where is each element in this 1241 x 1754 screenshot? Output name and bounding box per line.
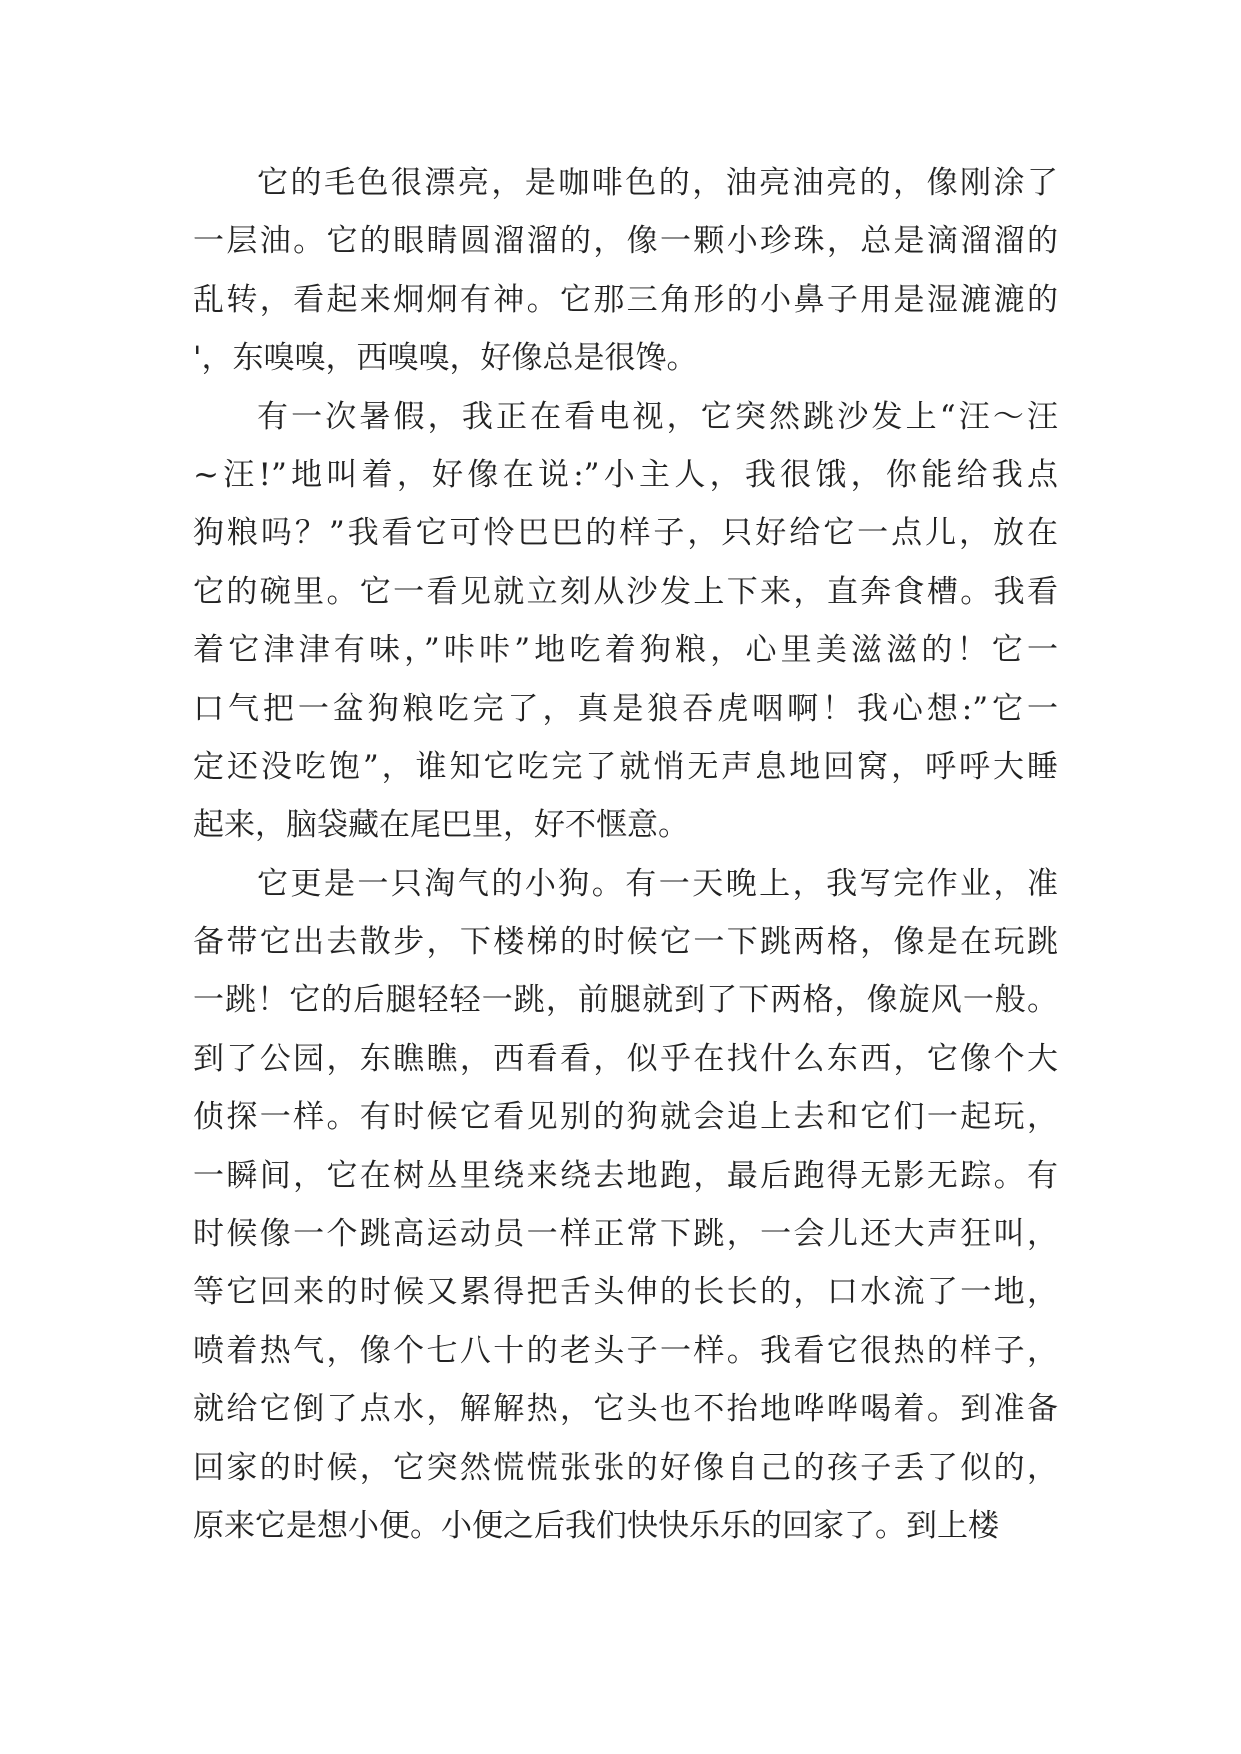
text-line: 它的毛色很漂亮，是咖啡色的，油亮油亮的，像刚涂了 — [257, 165, 1058, 201]
text-line: 备带它出去散步，下楼梯的时候它一下跳两格，像是在玩跳 — [193, 924, 1058, 961]
text-line: 侦探一样。有时候它看见别的狗就会追上去和它们一起玩， — [193, 1099, 1058, 1136]
text-line: 一跳！它的后腿轻轻一跳，前腿就到了下两格，像旋风一般。 — [193, 982, 1058, 1019]
text-line: 起来，脑袋藏在尾巴里，好不惬意。 — [193, 807, 689, 844]
text-line: 到了公园，东瞧瞧，西看看，似乎在找什么东西，它像个大 — [193, 1040, 1058, 1077]
text-line: 就给它倒了点水，解解热，它头也不抬地哗哗喝着。到准备 — [193, 1391, 1058, 1428]
text-line: 回家的时候，它突然慌慌张张的好像自己的孩子丢了似的， — [193, 1449, 1058, 1486]
document-body — [193, 154, 1058, 1555]
paragraph-1 — [193, 154, 1058, 388]
text-line: 乱转，看起来炯炯有神。它那三角形的小鼻子用是湿漉漉的 — [193, 281, 1058, 318]
text-line: 原来它是想小便。小便之后我们快快乐乐的回家了。到上楼 — [193, 1507, 999, 1544]
text-line: 它的碗里。它一看见就立刻从沙发上下来，直奔食槽。我看 — [193, 573, 1058, 610]
text-line: 有一次暑假，我正在看电视，它突然跳沙发上“汪～汪 — [257, 398, 1058, 435]
text-line: 狗粮吗？”我看它可怜巴巴的样子，只好给它一点儿，放在 — [193, 515, 1058, 552]
text-line: 一层油。它的眼睛圆溜溜的，像一颗小珍珠，总是滴溜溜的 — [193, 223, 1058, 260]
text-line: 定还没吃饱”，谁知它吃完了就悄无声息地回窝，呼呼大睡 — [193, 748, 1058, 785]
text-line: 时候像一个跳高运动员一样正常下跳，一会儿还大声狂叫， — [193, 1216, 1058, 1253]
text-line: 一瞬间，它在树丛里绕来绕去地跑，最后跑得无影无踪。有 — [193, 1157, 1058, 1194]
text-line: 口气把一盆狗粮吃完了，真是狼吞虎咽啊！我心想:”它一 — [193, 690, 1058, 727]
text-line: 着它津津有味，”咔咔”地吃着狗粮，心里美滋滋的！它一 — [193, 632, 1058, 669]
text-line: ~汪!”地叫着，好像在说:”小主人，我很饿，你能给我点 — [193, 456, 1058, 493]
paragraph-2 — [193, 388, 1058, 855]
text-line: 等它回来的时候又累得把舌头伸的长长的，口水流了一地， — [193, 1274, 1058, 1311]
text-line: 喷着热气，像个七八十的老头子一样。我看它很热的样子， — [193, 1332, 1058, 1369]
paragraph-3 — [193, 855, 1058, 1556]
text-line: 它更是一只淘气的小狗。有一天晚上，我写完作业，准 — [257, 865, 1058, 902]
text-line: '，东嗅嗅，西嗅嗅，好像总是很馋。 — [193, 340, 698, 377]
